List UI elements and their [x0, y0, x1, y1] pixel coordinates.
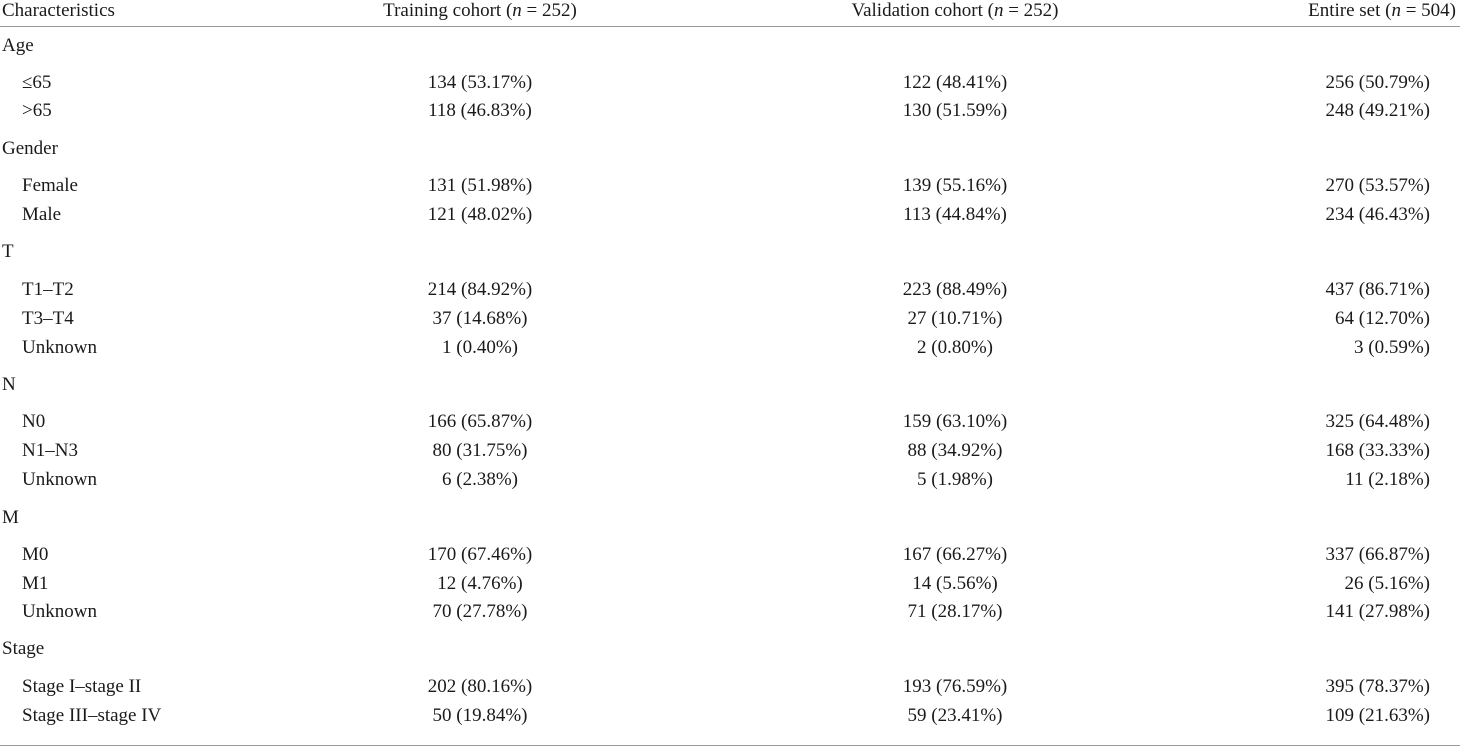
- row-label: Unknown: [22, 469, 97, 490]
- row-label: T3–T4: [22, 308, 74, 329]
- entire-value: 270 (53.57%): [1325, 175, 1430, 196]
- row-label: M0: [22, 544, 49, 565]
- header-validation-suffix: = 252): [1003, 0, 1059, 21]
- row-label: Female: [22, 175, 78, 196]
- training-value: 80 (31.75%): [432, 440, 528, 461]
- validation-value: 71 (28.17%): [907, 601, 1003, 622]
- header-training-suffix: = 252): [521, 0, 577, 21]
- table-row: [0, 72, 1460, 94]
- training-value: 170 (67.46%): [427, 544, 533, 565]
- validation-value: 130 (51.59%): [902, 100, 1008, 121]
- header-training-n: n: [512, 0, 522, 21]
- validation-value: 139 (55.16%): [902, 175, 1008, 196]
- entire-value: 11 (2.18%): [1345, 469, 1430, 490]
- row-label: Male: [22, 204, 62, 225]
- entire-value: 141 (27.98%): [1325, 601, 1430, 622]
- validation-value: 113 (44.84%): [903, 204, 1007, 225]
- training-value: 118 (46.83%): [428, 100, 532, 121]
- table-row: [0, 100, 1460, 122]
- validation-value: 14 (5.56%): [912, 573, 998, 594]
- table-row: [0, 440, 1460, 462]
- entire-value: 109 (21.63%): [1325, 705, 1430, 726]
- validation-value: 223 (88.49%): [902, 279, 1008, 300]
- validation-value: 59 (23.41%): [907, 705, 1003, 726]
- table-row: [0, 544, 1460, 566]
- header-entire-set: [1308, 0, 1456, 22]
- group-label: Gender: [2, 138, 58, 159]
- training-value: 214 (84.92%): [427, 279, 533, 300]
- header-characteristics: Characteristics: [2, 0, 115, 21]
- validation-value: 122 (48.41%): [902, 72, 1008, 93]
- entire-value: 256 (50.79%): [1325, 72, 1430, 93]
- entire-value: 437 (86.71%): [1325, 279, 1430, 300]
- training-value: 202 (80.16%): [427, 676, 533, 697]
- table-row: [0, 676, 1460, 698]
- table-row: [0, 705, 1460, 727]
- training-value: 6 (2.38%): [442, 469, 518, 490]
- row-label: N1–N3: [22, 440, 78, 461]
- row-label: M1: [22, 573, 49, 594]
- row-label: Stage III–stage IV: [22, 705, 162, 726]
- header-training-cohort: [270, 0, 690, 22]
- validation-value: 193 (76.59%): [902, 676, 1008, 697]
- header-validation-prefix: Validation cohort (: [851, 0, 994, 21]
- validation-value: 27 (10.71%): [907, 308, 1003, 329]
- table-row: [0, 469, 1460, 491]
- validation-value: 167 (66.27%): [902, 544, 1008, 565]
- group-label: Age: [2, 35, 34, 56]
- entire-value: 26 (5.16%): [1344, 573, 1430, 594]
- table-row: [0, 374, 1460, 396]
- training-value: 37 (14.68%): [432, 308, 528, 329]
- row-label: Unknown: [22, 337, 97, 358]
- table-row: [0, 411, 1460, 433]
- table-row: [0, 138, 1460, 160]
- validation-value: 88 (34.92%): [907, 440, 1003, 461]
- entire-value: 325 (64.48%): [1325, 411, 1430, 432]
- row-label: ≤65: [22, 72, 52, 93]
- training-value: 166 (65.87%): [427, 411, 533, 432]
- validation-value: 159 (63.10%): [902, 411, 1008, 432]
- validation-value: 2 (0.80%): [917, 337, 993, 358]
- table-top-rule: [0, 26, 1460, 27]
- group-label: N: [2, 374, 16, 395]
- entire-value: 395 (78.37%): [1325, 676, 1430, 697]
- training-value: 50 (19.84%): [432, 705, 528, 726]
- table-row: [0, 337, 1460, 359]
- header-validation-cohort: [745, 0, 1165, 22]
- header-entire-n: n: [1391, 0, 1401, 21]
- table-row: [0, 507, 1460, 529]
- training-value: 1 (0.40%): [442, 337, 518, 358]
- group-label: T: [2, 241, 14, 262]
- training-value: 134 (53.17%): [427, 72, 533, 93]
- row-label: T1–T2: [22, 279, 74, 300]
- table-row: [0, 204, 1460, 226]
- row-label: N0: [22, 411, 46, 432]
- header-validation-n: n: [993, 0, 1004, 21]
- table-row: [0, 638, 1460, 660]
- entire-value: 168 (33.33%): [1325, 440, 1430, 461]
- training-value: 131 (51.98%): [427, 175, 533, 196]
- group-label: Stage: [2, 638, 45, 659]
- validation-value: 5 (1.98%): [917, 469, 993, 490]
- row-label: Stage I–stage II: [22, 676, 142, 697]
- row-label: Unknown: [22, 601, 97, 622]
- table-row: [0, 308, 1460, 330]
- header-entire-suffix: = 504): [1400, 0, 1456, 21]
- table-row: [0, 573, 1460, 595]
- entire-value: 234 (46.43%): [1325, 204, 1430, 225]
- training-value: 121 (48.02%): [427, 204, 533, 225]
- entire-value: 337 (66.87%): [1325, 544, 1430, 565]
- entire-value: 3 (0.59%): [1354, 337, 1430, 358]
- header-entire-prefix: Entire set (: [1308, 0, 1392, 21]
- header-training-prefix: Training cohort (: [383, 0, 513, 21]
- training-value: 70 (27.78%): [432, 601, 528, 622]
- table-header-row: [0, 0, 1460, 22]
- table-row: [0, 601, 1460, 623]
- table-bottom-rule: [0, 745, 1460, 746]
- row-label: >65: [22, 100, 52, 121]
- table-row: [0, 175, 1460, 197]
- entire-value: 248 (49.21%): [1325, 100, 1430, 121]
- table-row: [0, 35, 1460, 57]
- group-label: M: [2, 507, 19, 528]
- table-row: [0, 279, 1460, 301]
- entire-value: 64 (12.70%): [1335, 308, 1430, 329]
- table-row: [0, 241, 1460, 263]
- training-value: 12 (4.76%): [437, 573, 523, 594]
